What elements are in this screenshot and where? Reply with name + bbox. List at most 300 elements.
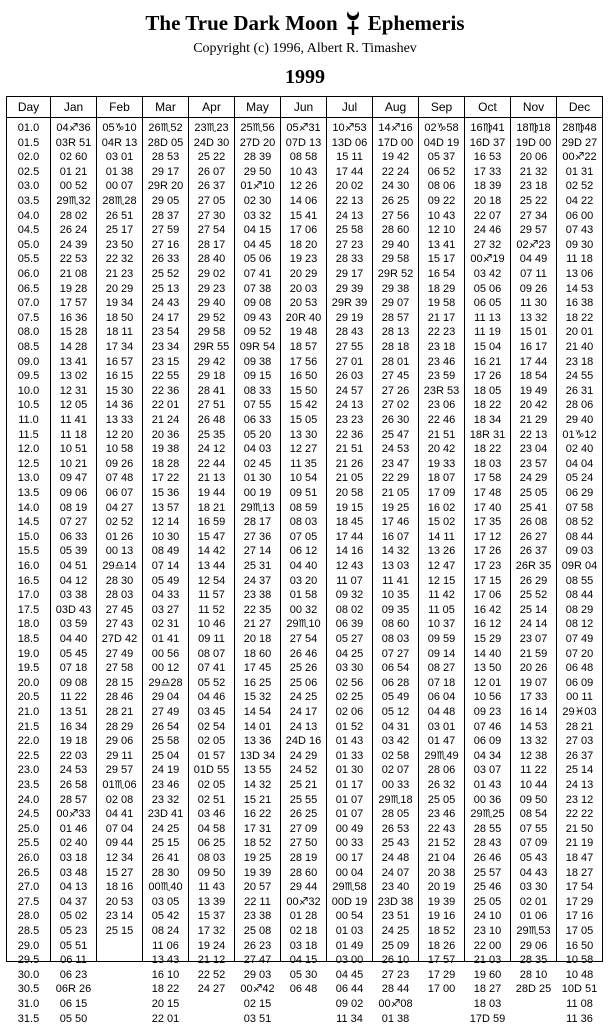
ephemeris-value: 28D 05 xyxy=(147,136,184,149)
ephemeris-value: 25 05 xyxy=(473,895,502,908)
ephemeris-value: 04 22 xyxy=(565,194,594,207)
year-heading: 1999 xyxy=(285,66,325,88)
ephemeris-value: 13 51 xyxy=(59,706,88,718)
ephemeris-value: 23 57 xyxy=(519,457,548,470)
ephemeris-value: 10 54 xyxy=(289,472,318,485)
ephemeris-value: 14 53 xyxy=(565,282,594,295)
ephemeris-value: 28♍48 xyxy=(562,122,597,134)
ephemeris-value: 10 37 xyxy=(427,618,456,631)
ephemeris-value: 14.0 xyxy=(17,501,40,514)
ephemeris-value: 01 31 xyxy=(565,165,594,178)
ephemeris-value: 08 59 xyxy=(289,501,318,514)
ephemeris-value: 09 26 xyxy=(519,282,548,295)
ephemeris-value: 08 24 xyxy=(151,924,180,937)
ephemeris-value: 02 30 xyxy=(243,194,272,207)
ephemeris-value: 21 40 xyxy=(565,340,594,353)
ephemeris-value: 20 53 xyxy=(289,297,318,310)
ephemeris-value: 12 31 xyxy=(59,384,88,397)
ephemeris-value: 16.5 xyxy=(17,574,40,587)
ephemeris-value: 16 25 xyxy=(243,676,272,689)
ephemeris-value: 13 57 xyxy=(151,501,180,514)
value-group xyxy=(373,121,418,267)
ephemeris-value: 23 18 xyxy=(519,180,548,193)
ephemeris-value: 25 46 xyxy=(473,881,502,894)
ephemeris-value: 07 43 xyxy=(565,224,594,237)
ephemeris-value: 27 58 xyxy=(105,662,134,675)
ephemeris-value: 27 55 xyxy=(335,340,364,353)
ephemeris-value: 29 57 xyxy=(519,224,548,237)
ephemeris-value: 15 47 xyxy=(197,530,226,543)
ephemeris-value: 22 01 xyxy=(151,399,180,412)
column-header: May xyxy=(235,97,281,118)
value-group xyxy=(465,267,510,413)
ephemeris-value: 19 58 xyxy=(427,297,456,310)
ephemeris-value: 05 52 xyxy=(197,676,226,689)
ephemeris-value: 27 34 xyxy=(519,209,548,222)
value-group xyxy=(511,559,556,705)
ephemeris-value: 13 32 xyxy=(519,735,548,748)
ephemeris-value xyxy=(419,1012,464,1026)
value-group xyxy=(419,705,464,851)
ephemeris-value: 12 01 xyxy=(473,676,502,689)
ephemeris-value: 13D 06 xyxy=(331,136,368,149)
ephemeris-value: 07 18 xyxy=(59,662,88,675)
ephemeris-value: 16 17 xyxy=(519,340,548,353)
ephemeris-value: 22 55 xyxy=(151,370,180,383)
ephemeris-value: 04 13 xyxy=(59,881,88,894)
ephemeris-value: 20 38 xyxy=(427,866,456,879)
ephemeris-value: 01 47 xyxy=(427,735,456,748)
ephemeris-value: 28 57 xyxy=(59,793,88,806)
ephemeris-value: 04 15 xyxy=(243,224,272,237)
ephemeris-value: 24 25 xyxy=(151,822,180,835)
ephemeris-value: 25 15 xyxy=(151,837,180,850)
ephemeris-value: 19 49 xyxy=(519,384,548,397)
ephemeris-value: 09 22 xyxy=(427,194,456,207)
ephemeris-value: 13.0 xyxy=(17,472,40,485)
ephemeris-value: 01 46 xyxy=(59,822,88,835)
ephemeris-value: 01 26 xyxy=(105,530,134,543)
ephemeris-value: 06 44 xyxy=(335,983,364,996)
ephemeris-value: 08 27 xyxy=(427,662,456,675)
ephemeris-value: 22 46 xyxy=(427,414,456,426)
ephemeris-value: 17D 00 xyxy=(377,136,414,149)
ephemeris-value: 09 35 xyxy=(381,603,410,616)
value-group xyxy=(327,705,372,851)
ephemeris-value: 27 32 xyxy=(473,238,502,251)
ephemeris-value: 07 55 xyxy=(519,822,548,835)
ephemeris-value: 27 56 xyxy=(381,209,410,222)
ephemeris-value xyxy=(281,997,326,1012)
ephemeris-value: 28 02 xyxy=(59,209,88,222)
ephemeris-value: 26 30 xyxy=(381,414,410,426)
ephemeris-value: 29 03 xyxy=(243,968,272,981)
month-column-mar xyxy=(143,118,189,1025)
ephemeris-value: 01 58 xyxy=(289,589,318,602)
ephemeris-value: 23 07 xyxy=(519,632,548,645)
ephemeris-value: 05♑10 xyxy=(102,122,137,134)
ephemeris-value: 18 26 xyxy=(427,939,456,952)
ephemeris-value: 03 51 xyxy=(243,1012,272,1025)
value-group xyxy=(281,851,326,996)
ephemeris-value: 29 04 xyxy=(151,691,180,704)
ephemeris-value: 28 13 xyxy=(381,326,410,339)
ephemeris-value: 08 49 xyxy=(151,545,180,558)
ephemeris-value: 18 22 xyxy=(473,443,502,456)
ephemeris-value: 23 59 xyxy=(427,370,456,383)
ephemeris-value: 15 28 xyxy=(59,326,88,339)
ephemeris-value: 13 06 xyxy=(565,268,594,280)
value-group xyxy=(189,267,234,413)
ephemeris-value: 16 59 xyxy=(197,516,226,529)
ephemeris-value: 27 54 xyxy=(197,224,226,237)
ephemeris-value: 04 41 xyxy=(105,808,134,821)
ephemeris-value: 07 18 xyxy=(427,676,456,689)
value-group xyxy=(51,267,96,413)
value-group xyxy=(143,559,188,705)
ephemeris-value: 05 12 xyxy=(381,706,410,718)
ephemeris-value: 25 22 xyxy=(197,151,226,164)
ephemeris-value: 01 49 xyxy=(335,939,364,952)
ephemeris-value: 29 58 xyxy=(197,326,226,339)
value-group xyxy=(97,413,142,559)
ephemeris-value: 02 15 xyxy=(243,997,272,1010)
ephemeris-value: 25 04 xyxy=(151,749,180,762)
ephemeris-value: 10♐53 xyxy=(332,122,367,134)
ephemeris-value xyxy=(189,1012,234,1026)
value-group xyxy=(51,705,96,851)
ephemeris-value: 05 51 xyxy=(59,939,88,952)
value-group xyxy=(189,413,234,559)
ephemeris-value: 22 13 xyxy=(519,428,548,441)
ephemeris-value: 15 50 xyxy=(289,384,318,397)
ephemeris-value: 00 52 xyxy=(59,180,88,193)
ephemeris-value: 28 15 xyxy=(105,676,134,689)
ephemeris-value: 16 54 xyxy=(427,268,456,280)
ephemeris-value xyxy=(97,968,142,983)
ephemeris-value: 26♏52 xyxy=(148,122,183,134)
ephemeris-value: 04.0 xyxy=(17,209,40,222)
title-text-2: Ephemeris xyxy=(367,10,465,35)
ephemeris-value: 26 48 xyxy=(197,414,226,426)
ephemeris-value: 09 50 xyxy=(519,793,548,806)
ephemeris-value: 02 25 xyxy=(335,691,364,704)
ephemeris-value: 02 05 xyxy=(197,778,226,791)
ephemeris-value: 00 17 xyxy=(335,852,364,864)
value-group xyxy=(327,851,372,1025)
ephemeris-value: 23 40 xyxy=(381,881,410,894)
ephemeris-value: 09.5 xyxy=(17,370,40,383)
ephemeris-value: 09 59 xyxy=(427,632,456,645)
ephemeris-value: 14 54 xyxy=(243,706,272,718)
ephemeris-value: 01.5 xyxy=(17,136,40,149)
ephemeris-value: 16 34 xyxy=(59,720,88,733)
ephemeris-value: 24 19 xyxy=(151,764,180,777)
ephemeris-value: 16 12 xyxy=(473,618,502,631)
ephemeris-value: 29 39 xyxy=(335,282,364,295)
value-group xyxy=(373,705,418,851)
ephemeris-value: 05 30 xyxy=(289,968,318,981)
ephemeris-value: 00 11 xyxy=(566,691,593,704)
ephemeris-value xyxy=(97,953,142,968)
ephemeris-value: 19 23 xyxy=(289,253,318,266)
ephemeris-value: 08 19 xyxy=(59,501,88,514)
ephemeris-value: 27D 20 xyxy=(239,136,276,149)
ephemeris-value: 03R 51 xyxy=(55,136,92,149)
ephemeris-value: 11 18 xyxy=(566,253,593,266)
ephemeris-value: 23 18 xyxy=(565,355,594,368)
ephemeris-value: 24.0 xyxy=(17,793,40,806)
ephemeris-value: 26 37 xyxy=(197,180,226,193)
ephemeris-value: 03.0 xyxy=(17,180,40,193)
column-header: Day xyxy=(7,97,51,118)
ephemeris-value: 28 21 xyxy=(105,706,134,718)
ephemeris-value: 14♐16 xyxy=(378,122,413,134)
ephemeris-value: 29 40 xyxy=(565,414,594,426)
ephemeris-value: 16 07 xyxy=(381,530,410,543)
ephemeris-value: 02 58 xyxy=(381,749,410,762)
ephemeris-value: 28 53 xyxy=(151,151,180,164)
ephemeris-value: 07.5 xyxy=(17,311,40,324)
ephemeris-value: 04♐36 xyxy=(56,122,91,134)
ephemeris-value: 14 16 xyxy=(335,545,364,558)
ephemeris-value: 28 55 xyxy=(473,822,502,835)
ephemeris-value: 25 58 xyxy=(335,224,364,237)
ephemeris-value: 10 48 xyxy=(565,968,594,981)
ephemeris-value: 21 12 xyxy=(197,954,226,967)
month-column-may xyxy=(235,118,281,1025)
ephemeris-value: 23♏23 xyxy=(194,122,229,134)
ephemeris-value: 26 08 xyxy=(519,516,548,529)
ephemeris-value: 10 56 xyxy=(473,691,502,704)
ephemeris-value: 26R 35 xyxy=(515,560,552,572)
ephemeris-value: 28D 25 xyxy=(515,983,552,996)
ephemeris-value: 24 37 xyxy=(243,574,272,587)
value-group xyxy=(143,851,188,1025)
value-group xyxy=(465,851,510,1025)
ephemeris-value: 11 22 xyxy=(520,764,547,777)
ephemeris-value: 04 12 xyxy=(59,574,88,587)
ephemeris-value: 13 41 xyxy=(59,355,88,368)
value-group xyxy=(511,851,556,996)
ephemeris-value: 18 52 xyxy=(427,924,456,937)
ephemeris-value: 02 40 xyxy=(59,837,88,850)
ephemeris-value: 23 12 xyxy=(565,793,594,806)
ephemeris-value: 03 00 xyxy=(335,954,364,967)
ephemeris-value: 20 29 xyxy=(105,282,134,295)
ephemeris-value: 21 05 xyxy=(335,472,364,485)
ephemeris-value: 17 40 xyxy=(473,501,502,514)
ephemeris-value: 07 04 xyxy=(105,822,134,835)
ephemeris-value: 00 32 xyxy=(289,603,318,616)
ephemeris-value: 15 41 xyxy=(289,209,318,222)
ephemeris-value: 21 04 xyxy=(427,852,456,864)
ephemeris-value: 00 33 xyxy=(381,778,410,791)
ephemeris-value: 26 10 xyxy=(381,954,410,967)
ephemeris-value: 17 16 xyxy=(565,910,594,923)
ephemeris-value xyxy=(97,939,142,954)
ephemeris-value: 22 36 xyxy=(151,384,180,397)
ephemeris-value: 04D 19 xyxy=(423,136,460,149)
ephemeris-value: 01♐10 xyxy=(240,180,275,193)
ephemeris-value: 10 43 xyxy=(427,209,456,222)
ephemeris-value: 09 44 xyxy=(105,837,134,850)
ephemeris-value: 18 57 xyxy=(289,340,318,353)
ephemeris-value: 03 01 xyxy=(427,720,456,733)
value-group xyxy=(373,851,418,1025)
ephemeris-value: 22 22 xyxy=(565,808,594,821)
ephemeris-value: 02 51 xyxy=(197,793,226,806)
ephemeris-value: 12 26 xyxy=(289,180,318,193)
ephemeris-value: 26 25 xyxy=(381,194,410,207)
ephemeris-value: 20 53 xyxy=(105,895,134,908)
ephemeris-value: 28 06 xyxy=(427,764,456,777)
value-group xyxy=(235,121,280,267)
ephemeris-value: 21 27 xyxy=(243,618,272,631)
ephemeris-value: 20 02 xyxy=(335,180,364,193)
ephemeris-value: 06 39 xyxy=(335,618,364,631)
ephemeris-value: 28 41 xyxy=(197,384,226,397)
ephemeris-value: 23 38 xyxy=(243,910,272,923)
ephemeris-value: 01 07 xyxy=(335,793,364,806)
ephemeris-value: 25 43 xyxy=(381,837,410,850)
ephemeris-value xyxy=(189,997,234,1012)
ephemeris-value: 23D 41 xyxy=(147,808,184,821)
ephemeris-value: 24 39 xyxy=(59,238,88,251)
ephemeris-value: 15 05 xyxy=(289,414,318,426)
ephemeris-value: 19D 00 xyxy=(515,136,552,149)
value-group xyxy=(419,413,464,559)
value-group xyxy=(51,559,96,705)
ephemeris-value: 02 31 xyxy=(151,618,180,631)
ephemeris-value: 00D 19 xyxy=(331,895,368,908)
ephemeris-value: 02 05 xyxy=(197,735,226,748)
ephemeris-value: 04 31 xyxy=(381,720,410,733)
ephemeris-value: 03 42 xyxy=(381,735,410,748)
ephemeris-value: 22.0 xyxy=(17,735,40,748)
ephemeris-value: 24 48 xyxy=(381,852,410,864)
ephemeris-value: 29♏13 xyxy=(240,501,275,514)
ephemeris-value: 20.5 xyxy=(17,691,40,704)
ephemeris-value: 06 29 xyxy=(565,486,594,499)
ephemeris-value: 04 25 xyxy=(335,647,364,660)
ephemeris-value: 18 22 xyxy=(473,399,502,412)
ephemeris-value: 10 43 xyxy=(289,165,318,178)
ephemeris-value: 28 44 xyxy=(381,983,410,996)
ephemeris-value: 28.5 xyxy=(17,924,40,937)
ephemeris-value: 28 35 xyxy=(519,954,548,967)
ephemeris-value: 04 03 xyxy=(243,443,272,456)
ephemeris-value: 06 48 xyxy=(289,983,318,996)
ephemeris-value: 27 50 xyxy=(289,837,318,850)
ephemeris-value: 12 10 xyxy=(427,224,456,237)
value-group xyxy=(511,413,556,559)
ephemeris-value: 12 38 xyxy=(519,749,548,762)
ephemeris-value: 20 01 xyxy=(565,326,594,339)
ephemeris-value: 19 24 xyxy=(197,939,226,952)
ephemeris-value: 04 33 xyxy=(151,589,180,602)
value-group xyxy=(557,559,602,705)
ephemeris-value: 06 12 xyxy=(289,545,318,558)
ephemeris-value: 00♐32 xyxy=(286,895,321,908)
ephemeris-value: 25 41 xyxy=(519,501,548,514)
dark-moon-lilith-icon xyxy=(344,10,362,36)
ephemeris-value: 01 33 xyxy=(335,749,364,762)
ephemeris-value: 29 02 xyxy=(197,268,226,280)
ephemeris-value: 16D 37 xyxy=(469,136,506,149)
ephemeris-value: 17 33 xyxy=(473,165,502,178)
ephemeris-value xyxy=(511,997,556,1012)
column-header: Oct xyxy=(465,97,511,118)
ephemeris-value: 07 38 xyxy=(243,282,272,295)
value-group xyxy=(97,267,142,413)
ephemeris-value: 29 07 xyxy=(381,297,410,310)
ephemeris-value: 00 54 xyxy=(335,910,364,923)
value-group xyxy=(97,559,142,705)
ephemeris-value: 25 08 xyxy=(243,924,272,937)
ephemeris-value: 24 30 xyxy=(381,180,410,193)
ephemeris-value: 21 08 xyxy=(59,268,88,280)
ephemeris-value: 25 21 xyxy=(289,778,318,791)
ephemeris-value: 18.0 xyxy=(17,618,40,631)
ephemeris-value: 06R 26 xyxy=(55,983,92,996)
ephemeris-value: 28 05 xyxy=(381,808,410,821)
ephemeris-value: 25 52 xyxy=(151,268,180,280)
ephemeris-value: 01D 55 xyxy=(193,764,230,777)
month-column-nov xyxy=(511,118,557,996)
ephemeris-value: 05 39 xyxy=(59,545,88,558)
ephemeris-value: 22 52 xyxy=(197,968,226,981)
ephemeris-value: 10 51 xyxy=(59,443,88,456)
ephemeris-value: 01 07 xyxy=(335,808,364,821)
ephemeris-value: 25♏56 xyxy=(240,122,275,134)
ephemeris-value: 24 13 xyxy=(565,778,594,791)
month-column-sep xyxy=(419,118,465,996)
ephemeris-value: 15.0 xyxy=(17,530,40,543)
ephemeris-value: 29 40 xyxy=(381,238,410,251)
ephemeris-value: 01 57 xyxy=(197,749,226,762)
ephemeris-value: 19 39 xyxy=(427,895,456,908)
ephemeris-value: 23 32 xyxy=(151,793,180,806)
ephemeris-value: 19 34 xyxy=(105,297,134,310)
value-group xyxy=(51,413,96,559)
ephemeris-value: 08 55 xyxy=(565,574,594,587)
ephemeris-table xyxy=(6,96,603,1025)
ephemeris-value: 23 14 xyxy=(105,910,134,923)
ephemeris-value: 29♎14 xyxy=(102,560,137,572)
ephemeris-value: 12.5 xyxy=(17,457,40,470)
ephemeris-value: 20 36 xyxy=(151,428,180,441)
value-group xyxy=(235,705,280,851)
ephemeris-value: 19 60 xyxy=(473,968,502,981)
value-group xyxy=(97,851,142,961)
table-body-row xyxy=(7,118,603,962)
ephemeris-value: 15 27 xyxy=(105,866,134,879)
ephemeris-value: 28 17 xyxy=(243,516,272,529)
ephemeris-value: 11 52 xyxy=(198,603,225,616)
ephemeris-value: 23 54 xyxy=(151,326,180,339)
ephemeris-value: 23 15 xyxy=(151,355,180,368)
ephemeris-value: 20 06 xyxy=(519,151,548,164)
ephemeris-value: 19 44 xyxy=(197,486,226,499)
ephemeris-value: 11 18 xyxy=(60,428,87,441)
ephemeris-value: 01 43 xyxy=(335,735,364,748)
value-group xyxy=(97,121,142,267)
month-column-jan xyxy=(51,118,97,1025)
ephemeris-value: 27 47 xyxy=(243,954,272,967)
ephemeris-value: 05 45 xyxy=(59,647,88,660)
ephemeris-value: 14 01 xyxy=(243,720,272,733)
